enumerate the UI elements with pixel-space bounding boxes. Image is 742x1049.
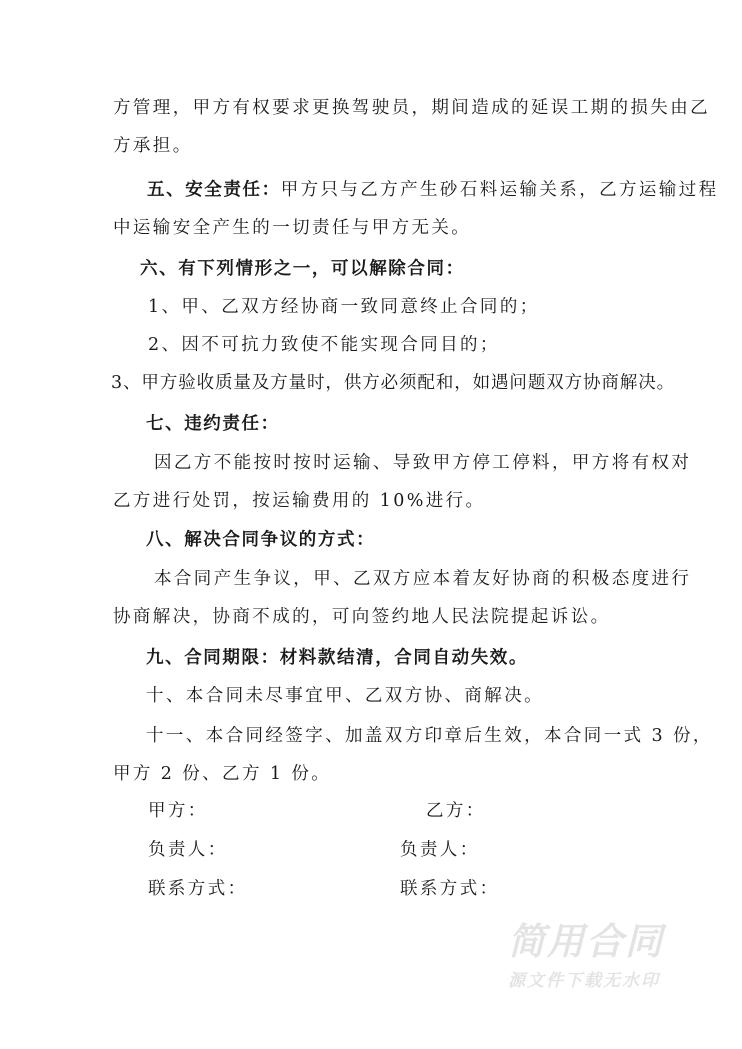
- section-10-line: 十、本合同未尽事宜甲、乙双方协、商解决。: [146, 686, 544, 706]
- party-a-contact-label: 联系方式：: [148, 879, 248, 899]
- section-7-heading: 七、违约责任：: [146, 414, 280, 434]
- list-item: 2、因不可抗力致使不能实现合同目的；: [148, 335, 500, 355]
- section-8-heading: 八、解决合同争议的方式：: [146, 530, 376, 550]
- party-b-person-label: 负责人：: [400, 840, 480, 860]
- paragraph-line: 方管理，甲方有权要求更换驾驶员，期间造成的延误工期的损失由乙: [113, 98, 710, 118]
- watermark-subtitle: 源文件下载无水印: [508, 971, 660, 991]
- party-b-contact-label: 联系方式：: [400, 879, 500, 899]
- section-8-line: [146, 529, 375, 551]
- section-11-line: 十一、本合同经签字、加盖双方印章后生效，本合同一式 3 份，: [146, 726, 713, 746]
- section-9-heading: 九、合同期限：材料款结清，合同自动失效。: [146, 648, 528, 668]
- watermark: [508, 920, 708, 994]
- section-9-line: [146, 647, 528, 669]
- list-item: 3、甲方验收质量及方量时，供方必须配和，如遇问题双方协商解决。: [111, 373, 676, 393]
- section-6-heading: 六、有下列情形之一，可以解除合同：: [140, 259, 465, 279]
- paragraph-line: 甲方 2 份、乙方 1 份。: [113, 764, 332, 784]
- watermark-title: 简用合同: [508, 920, 664, 963]
- paragraph-line: 方承担。: [113, 136, 193, 156]
- section-5-line: [147, 179, 719, 201]
- party-a-label: 甲方：: [148, 801, 208, 821]
- paragraph-line: 乙方进行处罚，按运输费用的 10%进行。: [113, 491, 486, 511]
- section-7-line: [146, 413, 280, 435]
- party-b-label: 乙方：: [426, 801, 486, 821]
- list-item: 1、甲、乙双方经协商一致同意终止合同的；: [148, 297, 540, 317]
- party-a-person-label: 负责人：: [148, 840, 228, 860]
- paragraph-line: 本合同产生争议，甲、乙双方应本着友好协商的积极态度进行: [154, 569, 692, 589]
- section-6-line: [140, 258, 465, 280]
- paragraph-line: 协商解决，协商不成的，可向签约地人民法院提起诉讼。: [113, 607, 611, 627]
- section-5-heading: 五、安全责任：: [147, 180, 281, 200]
- paragraph-line: 因乙方不能按时按时运输、导致甲方停工停料，甲方将有权对: [154, 453, 692, 473]
- paragraph-line: 中运输安全产生的一切责任与甲方无关。: [113, 218, 472, 238]
- section-5-text: 甲方只与乙方产生砂石料运输关系，乙方运输过程: [280, 180, 719, 200]
